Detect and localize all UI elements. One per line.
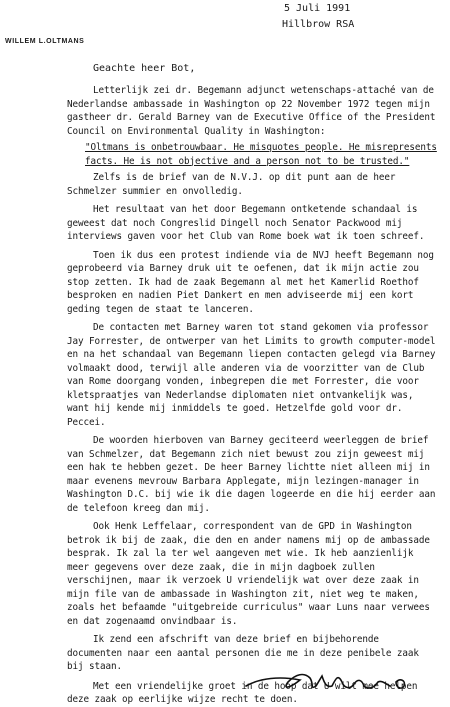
quotation: "Oltmans is onbetrouwbaar. He misquotes people. He misrepresents facts. He is not objective and a person not to be trusted." (85, 142, 437, 167)
handwritten-signature (240, 668, 420, 696)
letterhead-name: WILLEM L.OLTMANS (5, 38, 85, 45)
letter-place: Hillbrow RSA (282, 19, 355, 30)
paragraph: De contacten met Barney waren tot stand gekomen via professor Jay Forrester, de ontwerper van het Limits to growth computer-model en na het schandaal van Begemann liepen contacten gelegd via Barney volmaakt dood, terwijl alle anderen via de voorzitter van de Club van Rome doorgang vonden, inbegrepen die met Forrester, die voor kletspraatjes van Nederlandse diplomaten niet ontvankelijk was, want hij kende mij inmiddels te goed. Hetzelfde gold voor dr. Peccei. (67, 322, 436, 428)
paragraph: Toen ik dus een protest indiende via de NVJ heeft Begemann nog geprobeerd via Barney druk uit te oefenen, dat ik mijn actie zou stop zetten. Ik had de zaak Begemann al met het Kamerlid Roethof besproken en nadien Piet Dankert en men adviseerde mij een kort geding tegen de staat te lanceren. (67, 249, 434, 315)
paragraph: Letterlijk zei dr. Begemann adjunct wetenschaps-attaché van de Nederlandse ambassade in Washington op 22 November 1972 tegen mijn gastheer dr. Gerald Barney van de Executive Office of the President Council on Environmental Quality in Washington: (67, 85, 436, 137)
paragraph: Het resultaat van het door Begemann ontketende schandaal is geweest dat noch Congreslid Dingell noch Senator Packwood mij interviews gaven voor het Club van Rome boek wat ik toen schreef. (67, 204, 425, 242)
paragraph: Ik zend een afschrift van deze brief en bijbehorende documenten naar een aantal personen die me in deze penibele zaak bij staan. (67, 634, 419, 672)
paragraph: De woorden hierboven van Barney geciteerd weerleggen de brief van Schmelzer, dat Begemann zich niet bewust zou zijn geweest mij een hak te hebben gezet. De heer Barney lichtte niet alleen mij in maar evenens mevrouw Barbara Applegate, mijn lezingen-manager in Washington D.C. bij wie ik die dagen logeerde en die hij eerder aan de telefoon kreeg dan mij. (67, 435, 436, 514)
salutation: Geachte heer Bot, (93, 63, 196, 74)
paragraph: Ook Henk Leffelaar, correspondent van de GPD in Washington betrok ik bij de zaak, die den en ander namens mij op de ambassade besprak. Ik zal la ter wel aangeven met wie. Ik heb aanzienlijk meer gegevens over deze zaak, die in mijn dagboek zullen verschijnen, maar ik verzoek U vriendelijk wat over deze zaak in mijn file van de ambassade in Washington zit, niet weg te maken, zoals het befaamde "uitgebreide curriculus" waar Luns naar verwees en dat zogenaamd onvindbaar is. (67, 521, 430, 627)
letter-body (67, 84, 439, 707)
letter-date: 5 Juli 1991 (284, 3, 351, 14)
closing: Met een vriendelijke groet in de hoop dat U wilt mee helpen deze zaak op eerlijke wijze recht te doen. (67, 680, 418, 705)
paragraph: Zelfs is de brief van de N.V.J. op dit punt aan de heer Schmelzer summier en onvolledig. (67, 172, 396, 197)
